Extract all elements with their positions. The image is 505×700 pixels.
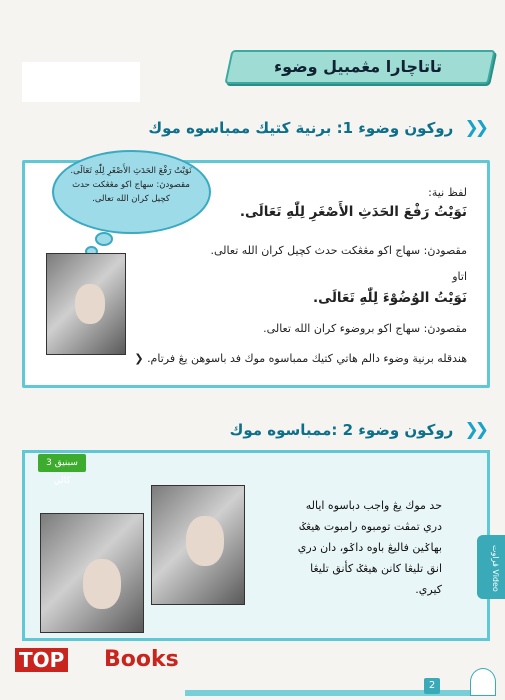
double-chevron-icon: ❮❮ — [464, 420, 485, 440]
wash-paragraph: حد موك يڠ واجب دباسوه اياله دري تمڤت تومبوه رامبوت هيڠݢ بهاݢين فاليڠ باوه داݢو، دان دري انق تليڠا كانن هيڠݢ كأنق تليڠا كيري. — [297, 499, 442, 596]
washing-photo-1 — [40, 513, 144, 633]
logo-top: TOP — [15, 648, 68, 672]
mosque-dome-icon — [470, 668, 496, 696]
niat-label: لفظ نية: — [428, 186, 467, 199]
niat-note: هندقله برنية وضوء دالم هاتي كتيك ممباسوه موك فد باسوهن يڠ فرتام. ❮ — [134, 352, 467, 365]
logo-books: Books — [104, 647, 179, 672]
section-heading-1: ❮❮ روكون وضوء 1: برنية كتيك ممباسوه موك — [148, 118, 485, 138]
redaction-box — [22, 62, 140, 102]
washing-photo-2 — [151, 485, 245, 605]
section-heading-2: ❮❮ روكون وضوء 2 :ممباسوه موك — [229, 420, 485, 440]
video-tab-label: ڤراوت Video — [491, 545, 500, 592]
page-title: تاتاچارا مڠمبيل وضوء — [273, 57, 443, 76]
arrow-icon: ❮ — [134, 352, 144, 365]
praying-photo — [46, 253, 126, 355]
niat-meaning-1: مقصودڽ: سهاج اكو مڠڠكت حدث كچيل كران الله تعالى. — [210, 244, 467, 257]
times-badge: سبنيق 3 كالي — [38, 454, 86, 472]
niat-arabic-2: نَوَيْتُ الوُضُوْءَ لِلّٰهِ تَعَالَى. — [313, 290, 467, 306]
double-chevron-icon: ❮❮ — [464, 118, 485, 138]
thought-dot — [95, 232, 113, 246]
niat-arabic-1: نَوَيْتُ رَفْعَ الحَدَثِ الأَصْغَرِ لِلّٰهِ تَعَالَى. — [239, 204, 467, 220]
decorative-skyline — [185, 690, 485, 696]
niat-or: اتاو — [452, 270, 467, 283]
niat-meaning-2: مقصودڽ: سهاج اكو بروضوء كران الله تعالى. — [263, 322, 467, 335]
thought-bubble-text: نَوَيْتُ رَفْعَ الحَدَثِ الأَصْغَرِ لِلّٰهِ تَعَالَى. مقصودڽ: سهاج اكو مڠڠكت حدث كچيل كران الله تعالى. — [70, 166, 192, 204]
page-number: 2 — [424, 678, 440, 694]
